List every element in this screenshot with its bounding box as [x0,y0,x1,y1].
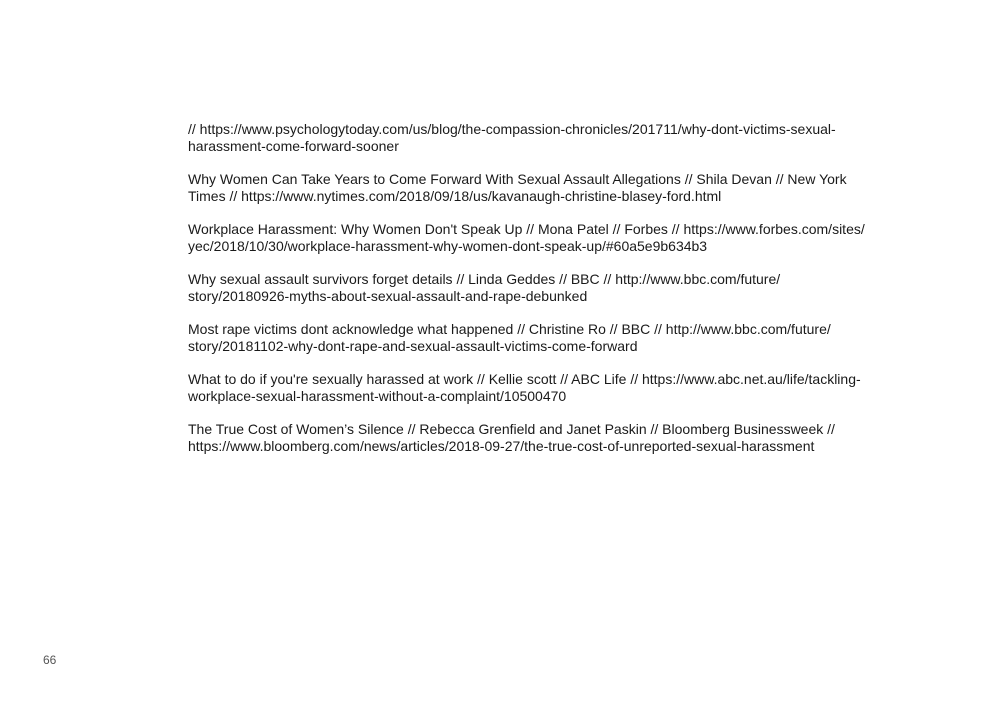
reference-item: Workplace Harassment: Why Women Don't Speak Up // Mona Patel // Forbes // https://www.forbes.com/sites/ yec/2018/10/30/workplace-harassment-why-women-dont-speak-up/#60a5e9b634b3 [188,221,865,254]
reference-item: The True Cost of Women’s Silence // Rebecca Grenfield and Janet Paskin // Bloomberg Businessweek // https://www.bloomberg.com/news/articles/2018-09-27/the-true-cost-of-unreported-sexual-harassment [188,421,835,454]
reference-item: What to do if you're sexually harassed at work // Kellie scott // ABC Life // https://www.abc.net.au/life/tackling- workplace-sexual-harassment-without-a-complaint/10500470 [188,371,861,404]
reference-list [188,121,878,471]
reference-item: Why Women Can Take Years to Come Forward With Sexual Assault Allegations // Shila Devan // New York Times // https://www.nytimes.com/2018/09/18/us/kavanaugh-christine-blasey-ford.html [188,171,847,204]
page-number: 66 [43,653,57,667]
reference-item: Most rape victims dont acknowledge what happened // Christine Ro // BBC // http://www.bbc.com/future/ story/20181102-why-dont-rape-and-sexual-assault-victims-come-forward [188,321,831,354]
reference-item: Why sexual assault survivors forget details // Linda Geddes // BBC // http://www.bbc.com/future/ story/20180926-myths-about-sexual-assault-and-rape-debunked [188,271,781,304]
reference-item: // https://www.psychologytoday.com/us/blog/the-compassion-chronicles/201711/why-dont-victims-sexual- harassment-come-forward-sooner [188,121,836,154]
